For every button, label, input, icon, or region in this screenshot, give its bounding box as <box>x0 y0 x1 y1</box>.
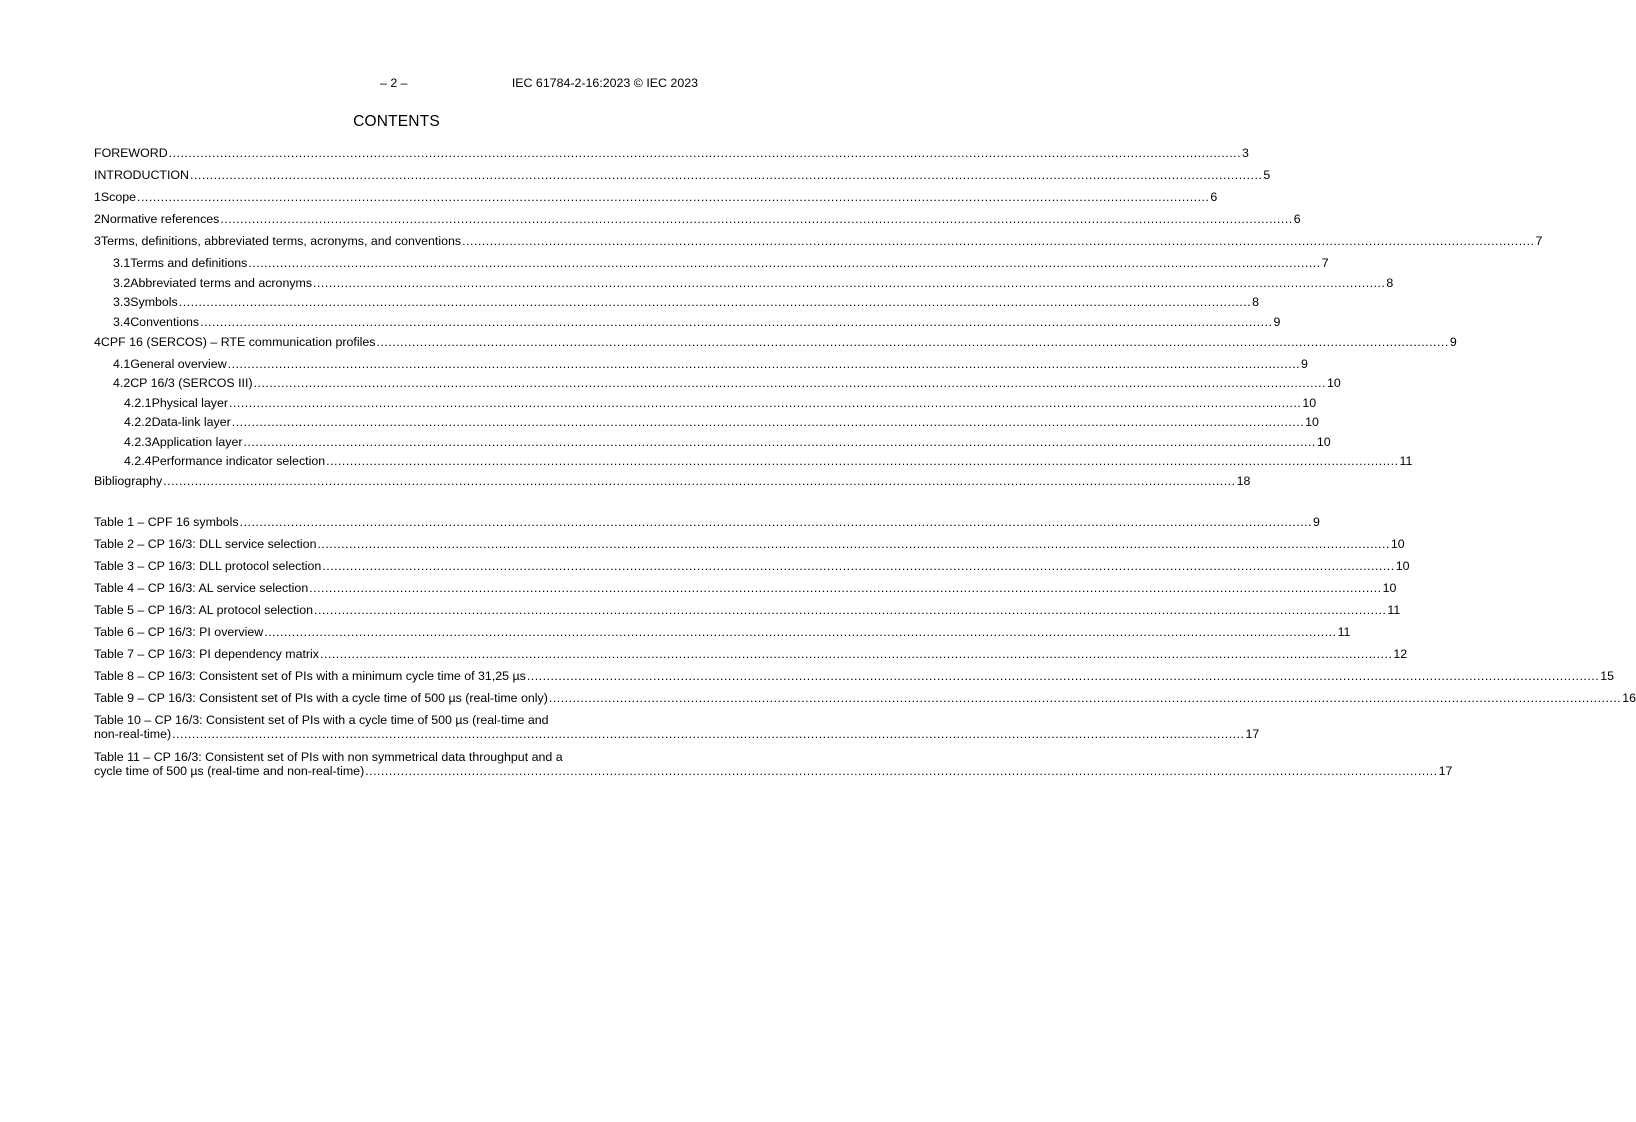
table-entry-page: 12 <box>1393 647 1408 661</box>
toc-entry-label: CP 16/3 (SERCOS III) <box>130 376 253 390</box>
page-number: – 2 – <box>380 76 408 90</box>
table-entry-label: Table 5 – CP 16/3: AL protocol selection <box>94 603 314 617</box>
table-entry-label-line2: non-real-time) <box>94 727 172 741</box>
dot-leader <box>313 276 1385 288</box>
toc-entry-label: General overview <box>130 356 227 371</box>
table-entry[interactable] <box>94 647 1408 669</box>
table-entry-page: 11 <box>1337 625 1351 639</box>
toc-entry-page: 10 <box>1305 415 1319 429</box>
table-entry-label: Table 6 – CP 16/3: PI overview <box>94 625 264 639</box>
table-entry-label-line1: Table 10 – CP 16/3: Consistent set of PIs with a cycle time of 500 µs (real-time and <box>94 713 549 727</box>
toc-entry-number: 4.2.3 <box>124 434 152 449</box>
toc-entry[interactable] <box>94 434 1331 455</box>
dot-leader <box>322 559 1394 571</box>
toc-entry-number: 3.4 <box>113 314 131 329</box>
toc-entry[interactable] <box>94 376 1341 396</box>
toc-entry-label: Abbreviated terms and acronyms <box>130 275 313 290</box>
toc-entry-label: Application layer <box>151 434 243 449</box>
document-identifier: IEC 61784-2-16:2023 © IEC 2023 <box>511 76 698 90</box>
toc-entry-number: 4.1 <box>113 356 131 371</box>
toc-entry-label: FOREWORD <box>94 146 168 160</box>
dot-leader <box>163 474 1235 486</box>
table-entry-page: 11 <box>1387 603 1401 617</box>
table-entry-label-line1: Table 11 – CP 16/3: Consistent set of PIs with non symmetrical data throughput and a <box>94 750 563 764</box>
dot-leader <box>200 315 1272 327</box>
toc-entry-page: 7 <box>1321 256 1329 270</box>
table-entry[interactable] <box>94 537 1405 559</box>
toc-entry-number: 1 <box>94 190 101 204</box>
dot-leader <box>309 581 1381 593</box>
dot-leader <box>248 256 1320 268</box>
toc-entry-page: 7 <box>1535 234 1543 248</box>
table-entry-page: 10 <box>1395 559 1410 573</box>
table-entry-label: Table 4 – CP 16/3: AL service selection <box>94 581 309 595</box>
dot-leader <box>320 647 1392 659</box>
table-entry-page: 17 <box>1245 727 1260 741</box>
toc-entry[interactable] <box>94 146 1249 168</box>
toc-entry-label: Scope <box>100 190 137 204</box>
toc-entry[interactable] <box>94 415 1319 435</box>
table-entry[interactable] <box>94 625 1351 647</box>
toc-entry-page: 10 <box>1316 434 1331 449</box>
toc-entry-page: 10 <box>1302 395 1317 410</box>
table-entry-label-line2: cycle time of 500 µs (real-time and non-real-time) <box>94 764 365 778</box>
toc-entry[interactable] <box>94 275 1394 296</box>
toc-entry-label: CPF 16 (SERCOS) – RTE communication profiles <box>100 334 376 349</box>
table-entry-label: Table 7 – CP 16/3: PI dependency matrix <box>94 647 320 661</box>
toc-entry-page: 3 <box>1242 146 1249 160</box>
toc-entry-label: Normative references <box>100 212 220 226</box>
toc-entry-page: 5 <box>1263 168 1271 182</box>
dot-leader <box>326 454 1398 466</box>
table-entry[interactable] <box>94 515 1320 537</box>
toc-entry[interactable] <box>94 356 1308 377</box>
toc-entry-page: 9 <box>1273 314 1281 329</box>
table-entry-label: Table 9 – CP 16/3: Consistent set of PIs with a cycle time of 500 µs (real-time only) <box>94 691 548 705</box>
toc-entry-page: 11 <box>1399 454 1413 468</box>
dot-leader <box>137 190 1209 202</box>
table-entry-page: 16 <box>1622 691 1636 705</box>
table-entry-page: 10 <box>1382 581 1397 595</box>
toc-entry[interactable] <box>94 234 1543 256</box>
toc-entry-number: 3.1 <box>113 256 131 270</box>
dot-leader <box>243 435 1315 447</box>
toc-entry-number: 3 <box>94 234 101 248</box>
table-entry[interactable] <box>94 603 1401 625</box>
toc-entry-label: Symbols <box>130 295 178 309</box>
table-entry[interactable] <box>94 559 1410 581</box>
table-entry-label: Table 3 – CP 16/3: DLL protocol selection <box>94 559 322 573</box>
toc-entry-label: Bibliography <box>94 474 163 488</box>
toc-entry-label: Conventions <box>130 314 200 329</box>
contents-list <box>94 146 1543 496</box>
dot-leader <box>232 415 1304 427</box>
toc-entry-label: INTRODUCTION <box>94 168 189 182</box>
table-entry-label: Table 8 – CP 16/3: Consistent set of PIs with a minimum cycle time of 31,25 µs <box>94 669 526 683</box>
table-entry[interactable] <box>94 581 1397 603</box>
toc-entry-page: 8 <box>1386 275 1394 290</box>
dot-leader <box>240 515 1312 527</box>
table-entry[interactable] <box>94 713 1260 750</box>
table-entry-page: 17 <box>1438 764 1453 778</box>
toc-entry-number: 3.2 <box>113 275 131 290</box>
toc-entry-page: 6 <box>1210 190 1218 204</box>
dot-leader <box>220 212 1292 224</box>
toc-entry[interactable] <box>94 395 1317 416</box>
toc-entry-number: 4.2 <box>113 376 131 390</box>
dot-leader <box>314 603 1386 615</box>
table-entry-label: Table 2 – CP 16/3: DLL service selection <box>94 537 317 551</box>
toc-entry[interactable] <box>94 334 1457 357</box>
toc-entry-number: 4.2.1 <box>124 395 152 410</box>
table-entry-page: 9 <box>1313 515 1320 529</box>
dot-leader <box>317 537 1389 549</box>
toc-entry[interactable] <box>94 212 1301 234</box>
toc-entry[interactable] <box>94 190 1218 212</box>
table-entry[interactable] <box>94 669 1614 691</box>
dot-leader <box>527 669 1599 681</box>
toc-entry-label: Terms and definitions <box>130 256 248 270</box>
toc-entry-number: 2 <box>94 212 101 226</box>
dot-leader <box>229 396 1301 408</box>
dot-leader <box>169 146 1241 158</box>
toc-entry[interactable] <box>94 256 1329 276</box>
toc-entry-label: Physical layer <box>151 395 228 410</box>
table-entry-page: 10 <box>1390 537 1405 551</box>
toc-entry[interactable] <box>94 454 1413 474</box>
dot-leader <box>228 357 1300 369</box>
toc-entry[interactable] <box>94 168 1271 190</box>
toc-entry-number: 4 <box>94 334 101 349</box>
toc-entry-page: 8 <box>1252 295 1260 309</box>
dot-leader <box>462 234 1534 246</box>
toc-entry-number: 4.2.4 <box>124 454 152 468</box>
toc-entry-label: Performance indicator selection <box>151 454 326 468</box>
table-entry-label: Table 1 – CPF 16 symbols <box>94 515 239 529</box>
toc-entry-page: 18 <box>1236 474 1251 488</box>
toc-entry-page: 9 <box>1449 334 1457 349</box>
toc-entry-number: 3.3 <box>113 295 131 309</box>
table-entry-page: 15 <box>1600 669 1614 683</box>
table-entry[interactable] <box>94 750 1453 787</box>
toc-entry-label: Terms, definitions, abbreviated terms, acronyms, and conventions <box>100 234 462 248</box>
dot-leader <box>190 168 1262 180</box>
dot-leader <box>179 295 1251 307</box>
page-title: CONTENTS <box>353 113 440 130</box>
toc-entry-page: 6 <box>1293 212 1301 226</box>
page-header <box>94 76 698 92</box>
dot-leader <box>254 376 1326 388</box>
table-entry[interactable] <box>94 691 1636 713</box>
toc-entry[interactable] <box>94 474 1251 496</box>
toc-entry-page: 9 <box>1301 356 1308 371</box>
toc-entry-page: 10 <box>1326 376 1341 390</box>
tables-list <box>94 515 1636 787</box>
toc-entry-label: Data-link layer <box>151 415 231 429</box>
dot-leader <box>264 625 1336 637</box>
dot-leader <box>172 727 1244 739</box>
toc-entry[interactable] <box>94 314 1281 335</box>
dot-leader <box>376 335 1448 347</box>
toc-entry[interactable] <box>94 295 1260 315</box>
dot-leader <box>365 764 1437 776</box>
dot-leader <box>549 691 1621 703</box>
toc-entry-number: 4.2.2 <box>124 415 152 429</box>
